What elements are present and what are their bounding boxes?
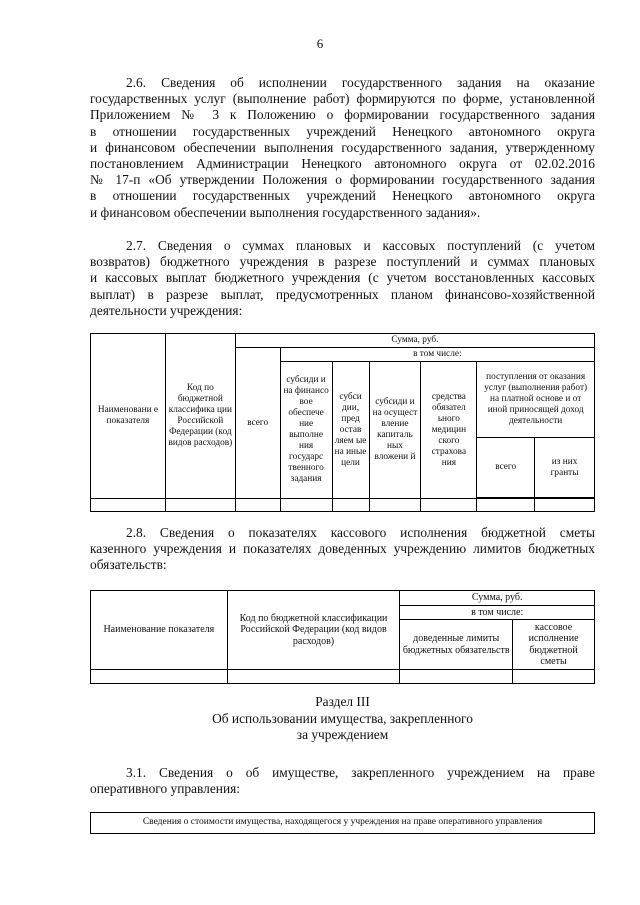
col-subsidy-task: субсиди и на финансо вое обеспече ние выполне ния государс твенного задания bbox=[280, 362, 332, 499]
text-line: 3.1. Сведения о об имуществе, закрепленного учреждением на праве bbox=[126, 765, 595, 780]
text-line: оперативного управления: bbox=[90, 781, 240, 797]
col-subsidy-capital: субсиди и на осущест вление капиталь ных вложени й bbox=[369, 362, 421, 499]
table-row bbox=[91, 670, 595, 684]
text-line: государственных услуг (выполнение работ) формируются по форме, установленной bbox=[90, 91, 595, 107]
col-total: всего bbox=[235, 348, 280, 499]
page-number: 6 bbox=[316, 36, 324, 51]
text-line: и финансовом обеспечении выполнения государственного задания, утвержденному bbox=[90, 139, 595, 155]
table-budget-execution bbox=[90, 590, 595, 684]
paragraph-3-1 bbox=[90, 765, 595, 797]
col-sum-header: Сумма, руб. bbox=[400, 591, 595, 606]
text-line: казенного учреждения и показателях доведенных учреждению лимитов бюджетных bbox=[90, 541, 595, 557]
section-subtitle: Об использовании имущества, закрепленного bbox=[212, 710, 473, 726]
text-line: возвратов) бюджетного учреждения в разрезе поступлений и суммах плановых bbox=[90, 254, 595, 270]
table-property-value bbox=[90, 812, 595, 834]
text-line: в отношении государственных учреждений Ненецкого автономного округа bbox=[90, 123, 595, 139]
col-paid-total: всего bbox=[477, 438, 535, 498]
text-line: 2.7. Сведения о суммах плановых и кассовых поступлений (с учетом bbox=[126, 238, 595, 253]
text-line: в отношении государственных учреждений Ненецкого автономного округа bbox=[90, 188, 595, 204]
col-indicator-name: Наименовани е показателя bbox=[91, 334, 166, 499]
col-sum-header: Сумма, руб. bbox=[235, 334, 594, 348]
text-line: постановлением Администрации Ненецкого автономного округа от 02.02.2016 bbox=[90, 156, 595, 172]
table-row bbox=[91, 499, 595, 512]
paragraph-2-6 bbox=[90, 75, 595, 221]
col-grants: из них гранты bbox=[535, 438, 595, 498]
text-line: 2.8. Сведения о показателях кассового исполнения бюджетной сметы bbox=[126, 525, 595, 540]
col-subsidy-other: субси дии, пред остав ляем ые на иные цели bbox=[332, 362, 369, 499]
col-paid-services: поступления от оказания услуг (выполнения работ) на платной основе и от иной приносящей доход деятельности bbox=[477, 362, 595, 438]
section-subtitle: за учреждением bbox=[296, 727, 389, 742]
col-oms-funds: средства обязател ьного медицин ского страхова ния bbox=[421, 362, 477, 499]
paragraph-2-8 bbox=[90, 525, 595, 574]
text-line: № 17-п «Об утверждении Положения о формировании государственного задания bbox=[90, 172, 595, 188]
col-including: в том числе: bbox=[280, 348, 594, 362]
text-line: 2.6. Сведения об исполнении государственного задания на оказание bbox=[126, 75, 595, 90]
text-line: Приложением № 3 к Положению о формировании государственного задания bbox=[90, 107, 595, 123]
text-line: деятельности учреждения: bbox=[90, 302, 243, 318]
text-line: и кассовых выплат бюджетного учреждения (с учетом восстановленных кассовых bbox=[90, 270, 595, 286]
col-indicator-name: Наименование показателя bbox=[91, 591, 228, 670]
text-line: и финансовом обеспечении выполнения государственного задания». bbox=[90, 204, 481, 220]
text-line: выплат) в разрезе выплат, предусмотренных планом финансово-хозяйственной bbox=[90, 286, 595, 302]
paragraph-2-7 bbox=[90, 238, 595, 319]
col-cash-execution: кассовое исполнение бюджетной сметы bbox=[513, 620, 595, 670]
col-property-value-header: Сведения о стоимости имущества, находящегося у учреждения на праве оперативного управления bbox=[91, 813, 595, 834]
col-budget-code: Код по бюджетной классификации Российской Федерации (код видов расходов) bbox=[227, 591, 400, 670]
section-title: Раздел III bbox=[315, 694, 370, 709]
col-budget-limits: доведенные лимиты бюджетных обязательств bbox=[400, 620, 513, 670]
section-heading bbox=[90, 694, 595, 744]
col-budget-code: Код по бюджетной классифика ции Российской Федерации (код видов расходов) bbox=[165, 334, 235, 499]
col-including: в том числе: bbox=[400, 605, 595, 620]
text-line: обязательств: bbox=[90, 557, 167, 573]
table-plan-receipts bbox=[90, 333, 595, 512]
